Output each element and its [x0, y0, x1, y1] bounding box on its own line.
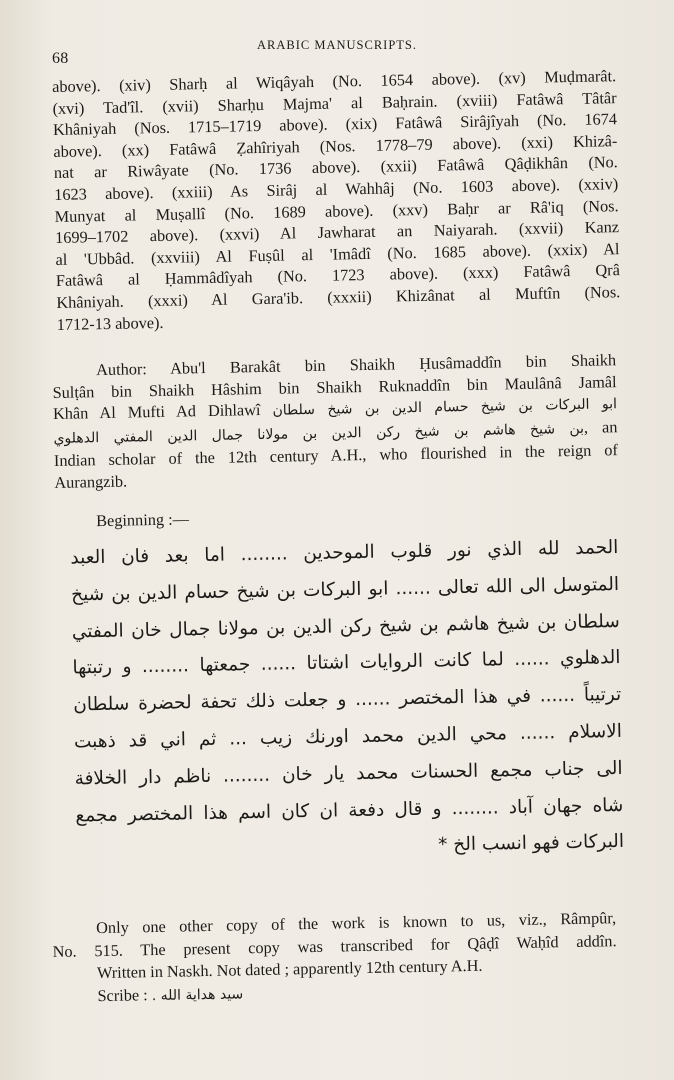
text-line: Munyat al Muṣallî (No. 1689 above). (xxv) Baḥr ar Râ'iq (Nos.: [54, 195, 619, 226]
beginning-heading: [52, 500, 616, 532]
author-line: Aurangzib.: [54, 471, 128, 492]
beginning-label: Beginning :—: [96, 509, 190, 531]
author-line: Sulṭân bin Shaikh Hâshim bin Shaikh Ruknaddîn bin Maulânâ Jamâl: [52, 371, 617, 402]
author-line: Indian scholar of the 12th century A.H., who flourished in the reign of: [53, 440, 619, 471]
arabic-line: الحمد لله الذي نور قلوب الموحدين ........ اما بعد فان العبد: [70, 536, 619, 569]
text-line: Fatâwâ al Ḥammâdîyah (No. 1723 above). (xxx) Fatâwâ Qrâ: [55, 260, 621, 291]
arabic-line: شاه جهان آباد ........ و قال دفعة ان كان اسم هذا المختصر مجمع: [75, 794, 624, 827]
arabic-line: البركات فهو انسب الخ *: [438, 831, 625, 856]
note-line: Written in Naskh. Not dated ; apparently 12th century A.H.: [96, 955, 483, 983]
text-line: (xvi) Tad'îl. (xvii) Sharḥu Majma' al Baḥrain. (xviii) Fatâwâ Tâtâr: [52, 87, 617, 118]
text-line: al 'Ubbâd. (xxviii) Al Fuṣûl al 'Imâdî (No. 1685 above). (xxix) Al: [55, 238, 620, 269]
arabic-line: الى جناب مجمع الحسنات محمد يار خان ........ ناظم دار الخلافة: [74, 757, 623, 790]
author-name-arabic: ابو البركات بن شيخ حسام الدين بن شيخ سلطان: [272, 396, 618, 419]
note-line: Only one other copy of the work is known to us, viz., Râmpûr,: [96, 908, 617, 938]
author-line-tail: , an: [583, 416, 618, 437]
text-line: 1623 above). (xxiii) As Sirâj al Wahhâj (No. 1603 above). (xxiv): [54, 174, 619, 204]
text-line: 1699–1702 above). (xxvi) Al Jawharat an Naiyarah. (xxvii) Kanz: [54, 217, 620, 248]
running-title: ARABIC MANUSCRIPTS.: [256, 38, 417, 52]
author-paragraph: [52, 349, 618, 493]
arabic-line: الاسلام ...... محي الدين محمد اورنك زيب ... ثم اني قد ذهبت: [73, 720, 623, 753]
copy-note: [52, 907, 618, 1009]
page-number: 68: [52, 50, 69, 67]
arabic-line: ترتيباً ...... في هذا المختصر ...... و جعلت ذلك تحفة لحضرة سلطان: [73, 684, 622, 716]
scribe-name-arabic: سيد هداية الله .: [151, 985, 244, 1004]
text-line: above). (xiv) Sharḥ al Wiqâyah (No. 1654 above). (xv) Muḍmarât.: [52, 66, 617, 96]
arabic-incipit: [70, 530, 624, 872]
text-line: above). (xx) Fatâwâ Ẓahîriyah (Nos. 1778–79 above). (xxi) Khizâ-: [53, 130, 618, 161]
author-name-latin: Khân Al Mufti Ad Dihlawî: [52, 400, 261, 424]
scribe-label: Scribe :: [97, 984, 148, 1005]
author-line: Author: Abu'l Barakât bin Shaikh Ḥusâmaddîn bin Shaikh: [96, 350, 617, 380]
text-line: Khâniyah. (xxxi) Al Gara'ib. (xxxii) Khizânat al Muftîn (Nos.: [56, 282, 621, 312]
arabic-line: الدهلوي ...... لما كانت الروايات اشتاتا ...... جمعتها ........ و رتبتها: [72, 647, 621, 679]
arabic-line: المتوسل الى الله تعالى ...... ابو البركات بن شيخ حسام الدين بن شيخ: [70, 573, 620, 606]
titles-paragraph: [52, 65, 621, 335]
text-line: 1712-13 above).: [56, 312, 164, 334]
text-line: nat ar Riwâyate (No. 1736 above). (xxii) Fatâwâ Qâḍikhân (No.: [53, 152, 618, 183]
text-line: Khâniyah (Nos. 1715–1719 above). (xix) Fatâwâ Sirâjîyah (No. 1674: [52, 109, 618, 140]
author-name-arabic: بن شيخ هاشم بن شيخ ركن الدين بن مولانا جمال الدين المفتي الدهلوي: [53, 420, 585, 447]
note-line: No. 515. The present copy was transcribed for Qâḍî Waḥîd addîn.: [52, 930, 617, 961]
arabic-line: سلطان بن شيخ هاشم بن شيخ ركن الدين بن مولانا جمال خان المفتي: [71, 610, 620, 643]
